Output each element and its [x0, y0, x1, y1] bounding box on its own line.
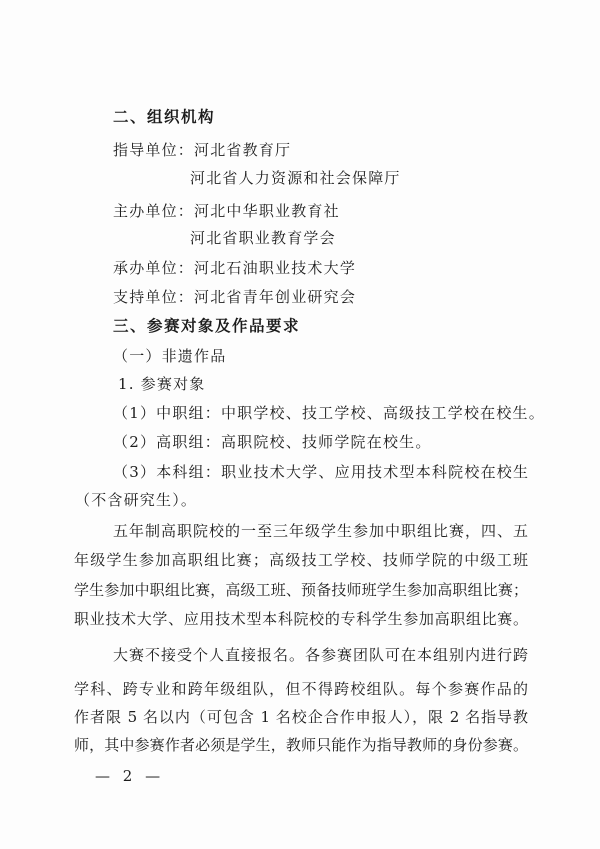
paragraph-2-line: 师，其中参赛作者必须是学生，教师只能作为指导教师的身份参赛。 [74, 736, 528, 754]
paragraph-1-line: 职业技术大学、应用技术型本科院校的专科学生参加高职组比赛。 [74, 610, 528, 628]
host-unit-1: 河北中华职业教育社 [194, 202, 340, 220]
group-undergraduate-note: （不含研究生）。 [75, 491, 198, 509]
section-heading-participants: 三、参赛对象及作品要求 [113, 316, 301, 335]
host-label: 主办单位： [113, 202, 195, 220]
paragraph-1-line: 学生参加中职组比赛，高级工班、预备技师班学生参加高职组比赛； [74, 581, 528, 599]
host-unit-row [113, 201, 340, 221]
support-label: 支持单位： [113, 288, 195, 306]
organizer-label: 承办单位： [113, 259, 195, 277]
sub-heading-heritage-works: （一）非遗作品 [113, 347, 227, 365]
organizer-unit: 河北石油职业技术大学 [194, 259, 357, 277]
paragraph-1-line: 五年制高职院校的一至三年级学生参加中职组比赛，四、五 [113, 522, 528, 540]
support-unit: 河北省青年创业研究会 [194, 288, 357, 306]
guide-unit-row [113, 140, 291, 160]
paragraph-2-line: 大赛不接受个人直接报名。各参赛团队可在本组别内进行跨 [113, 646, 528, 664]
group-secondary-vocational: （1）中职组：中职学校、技工学校、高级技工学校在校生。 [113, 404, 545, 422]
section-heading-organization: 二、组织机构 [113, 107, 216, 126]
organizer-unit-row [113, 258, 356, 278]
paragraph-1-line: 年级学生参加高职组比赛；高级技工学校、技师学院的中级工班 [74, 551, 528, 569]
paragraph-2-line: 作者限 5 名以内（可包含 1 名校企合作申报人），限 2 名指导教 [74, 708, 528, 726]
group-undergraduate: （3）本科组：职业技术大学、应用技术型本科院校在校生 [113, 463, 528, 481]
paragraph-2-line: 学科、跨专业和跨年级组队，但不得跨校组队。每个参赛作品的 [74, 680, 528, 698]
group-higher-vocational: （2）高职组：高职院校、技师学院在校生。 [113, 433, 432, 451]
host-unit-2: 河北省职业教育学会 [190, 229, 336, 247]
page-number: — 2 — [95, 767, 165, 785]
guide-unit-2: 河北省人力资源和社会保障厅 [190, 169, 401, 187]
guide-label: 指导单位： [113, 141, 195, 159]
support-unit-row [113, 287, 356, 307]
item-title-participants: 1. 参赛对象 [118, 375, 206, 393]
guide-unit-1: 河北省教育厅 [194, 141, 292, 159]
